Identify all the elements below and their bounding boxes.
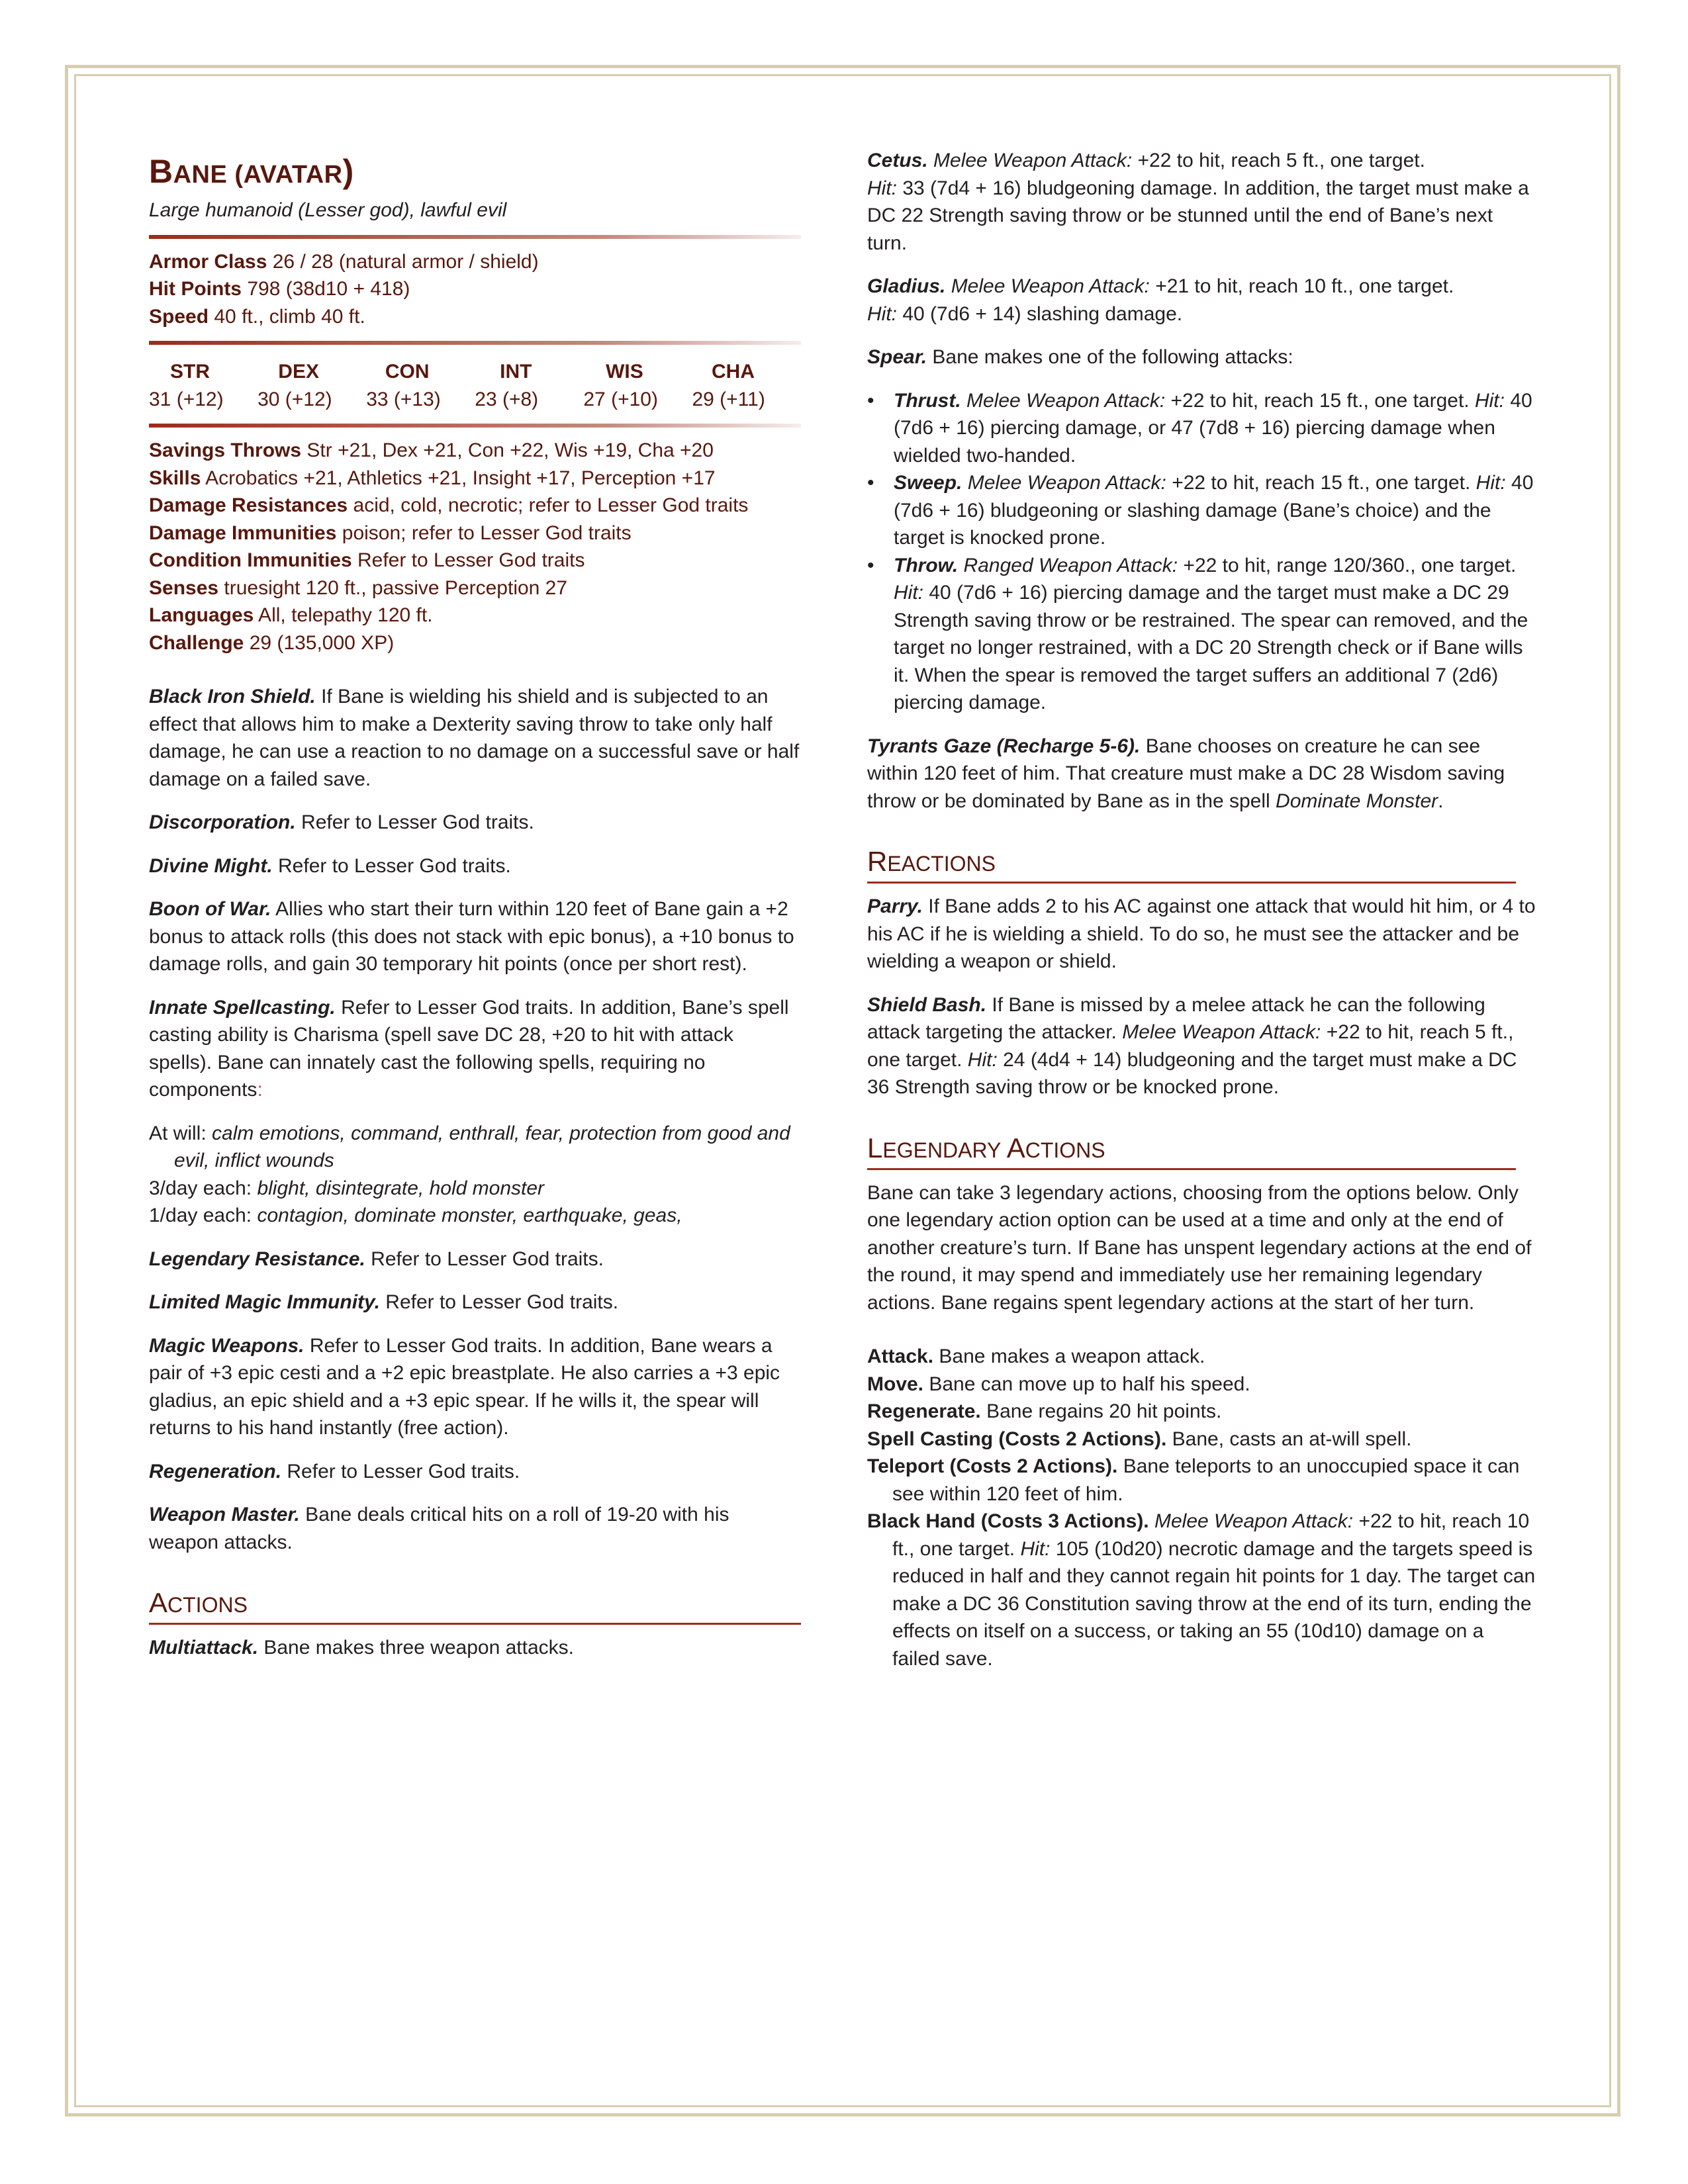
- action-gladius: Gladius. Melee Weapon Attack: +21 to hit, reach 10 ft., one target. Hit: 40 (7d6 + 14) slashing damage.: [867, 275, 1454, 325]
- trait-regeneration: Regeneration. Refer to Lesser God traits.: [149, 1460, 520, 1482]
- condition-immunities: Condition Immunities Refer to Lesser God traits: [149, 549, 585, 571]
- legendary-attack: Attack. Bane makes a weapon attack.: [867, 1345, 1205, 1367]
- ability-str: STR 31 (+12): [149, 361, 224, 410]
- ability-dex: DEX 30 (+12): [258, 361, 332, 410]
- list-item: • Sweep. Melee Weapon Attack: +22 to hit, reach 15 ft., one target. Hit: 40 (7d6 + 16) bludgeoning or slashing damage (Bane’s choice) and the target is knocked prone.: [867, 472, 1534, 549]
- actions-heading: ACTIONS: [149, 1586, 801, 1625]
- divider: [149, 341, 801, 345]
- trait-innate-spellcasting: Innate Spellcasting. Refer to Lesser God traits. In addition, Bane’s spell casting ability is Charisma (spell save DC 28, +20 to hit with attack spells). Bane can innately cast the following spells, requiring no components:: [149, 996, 789, 1101]
- spells-1-day: 1/day each: contagion, dominate monster, earthquake, geas,: [149, 1205, 682, 1226]
- hit-points: Hit Points 798 (38d10 + 418): [149, 278, 410, 300]
- legendary-black-hand: Black Hand (Costs 3 Actions). Melee Weapon Attack: +22 to hit, reach 10 ft., one target. Hit: 105 (10d20) necrotic damage and the targets speed is reduced in half and they cannot regain hit points for 1 day. The target can make a DC 36 Constitution saving throw at the end of its turn, ending the effects on itself on a success, or taking an 55 (10d10) damage on a failed save.: [867, 1510, 1536, 1670]
- legendary-move: Move. Bane can move up to half his speed.: [867, 1373, 1250, 1395]
- trait-legendary-resistance: Legendary Resistance. Refer to Lesser God traits.: [149, 1248, 604, 1270]
- ability-wis: WIS 27 (+10): [583, 361, 658, 410]
- list-item: • Throw. Ranged Weapon Attack: +22 to hit, range 120/360., one target. Hit: 40 (7d6 + 16) piercing damage and the target must make a DC 29 Strength saving throw or be restrained. The spear can removed, and the target no longer restrained, with a DC 20 Strength check or if Bane wills it. When the spear is removed the target suffers an additional 7 (2d6) piercing damage.: [867, 554, 1528, 713]
- legendary-intro: Bane can take 3 legendary actions, choosing from the options below. Only one legendary action option can be used at a time and only at the end of another creature’s turn. If Bane has unspent legendary actions at the end of the round, it may spend and immediately use her remaining legendary actions. Bane regains spent legendary actions at the start of her turn.: [867, 1181, 1532, 1314]
- action-multiattack: Multiattack. Bane makes three weapon attacks.: [149, 1637, 574, 1659]
- action-cetus: Cetus. Melee Weapon Attack: +22 to hit, reach 5 ft., one target. Hit: 33 (7d4 + 16) bludgeoning damage. In addition, the target must make a DC 22 Strength saving throw or be stunned until the end of Bane’s next turn.: [867, 150, 1529, 254]
- left-column: [149, 147, 801, 1678]
- spear-attack-list: [867, 387, 1536, 717]
- right-column: [867, 147, 1536, 1672]
- action-tyrants-gaze: Tyrants Gaze (Recharge 5-6). Bane chooses on creature he can see within 120 feet of him. That creature must make a DC 28 Wisdom saving throw or be dominated by Bane as in the spell Dominate Monster.: [867, 735, 1505, 812]
- armor-class: Armor Class 26 / 28 (natural armor / shield): [149, 250, 539, 273]
- legendary-regenerate: Regenerate. Bane regains 20 hit points.: [867, 1400, 1222, 1422]
- ability-scores: [149, 354, 801, 413]
- senses: Senses truesight 120 ft., passive Perception 27: [149, 576, 568, 599]
- reactions-heading: REACTIONS: [867, 845, 1516, 884]
- divider: [149, 235, 801, 239]
- trait-boon-of-war: Boon of War. Allies who start their turn within 120 feet of Bane gain a +2 bonus to attack rolls (this does not stack with epic bonus), a +10 bonus to damage rolls, and gain 30 temporary hit points (once per short rest).: [149, 898, 794, 975]
- spells-3-day: 3/day each: blight, disintegrate, hold monster: [149, 1177, 545, 1199]
- damage-immunities: Damage Immunities poison; refer to Lesser God traits: [149, 522, 632, 544]
- spells-at-will: At will: calm emotions, command, enthrall, fear, protection from good and evil, inflict wounds: [149, 1122, 790, 1171]
- legendary-spell-casting: Spell Casting (Costs 2 Actions). Bane, casts an at-will spell.: [867, 1428, 1412, 1450]
- action-spear: Spear. Bane makes one of the following attacks:: [867, 346, 1293, 368]
- divider: [149, 424, 801, 428]
- reaction-parry: Parry. If Bane adds 2 to his AC against one attack that would hit him, or 4 to his AC if he is wielding a shield. To do so, he must see the attacker and be wielding a weapon or shield.: [867, 895, 1536, 972]
- languages: Languages All, telepathy 120 ft.: [149, 604, 433, 626]
- ability-cha: CHA 29 (+11): [692, 361, 765, 410]
- skills: Skills Acrobatics +21, Athletics +21, Insight +17, Perception +17: [149, 467, 716, 489]
- speed: Speed 40 ft., climb 40 ft.: [149, 305, 365, 328]
- trait-discorporation: Discorporation. Refer to Lesser God traits.: [149, 811, 534, 833]
- monster-name: BANE (AVATAR): [149, 153, 354, 190]
- trait-limited-magic-immunity: Limited Magic Immunity. Refer to Lesser God traits.: [149, 1291, 619, 1313]
- trait-black-iron-shield: Black Iron Shield. If Bane is wielding his shield and is subjected to an effect that allows him to make a Dexterity saving throw to take only half damage, he can use a reaction to no damage on a successful save or half damage on a failed save.: [149, 686, 800, 790]
- saving-throws: Savings Throws Str +21, Dex +21, Con +22, Wis +19, Cha +20: [149, 439, 714, 461]
- legendary-teleport: Teleport (Costs 2 Actions). Bane teleports to an unoccupied space it can see within 120 feet of him.: [867, 1455, 1520, 1505]
- challenge: Challenge 29 (135,000 XP): [149, 631, 395, 654]
- legendary-actions-heading: LEGENDARY ACTIONS: [867, 1132, 1516, 1170]
- trait-weapon-master: Weapon Master. Bane deals critical hits on a roll of 19-20 with his weapon attacks.: [149, 1504, 729, 1553]
- damage-resistances: Damage Resistances acid, cold, necrotic; refer to Lesser God traits: [149, 494, 749, 516]
- ability-con: CON 33 (+13): [366, 361, 441, 410]
- monster-subtitle: Large humanoid (Lesser god), lawful evil: [149, 199, 507, 221]
- ability-int: INT 23 (+8): [475, 361, 539, 410]
- trait-divine-might: Divine Might. Refer to Lesser God traits.: [149, 854, 511, 877]
- reaction-shield-bash: Shield Bash. If Bane is missed by a melee attack he can the following attack targeting the attacker. Melee Weapon Attack: +22 to hit, reach 5 ft., one target. Hit: 24 (4d4 + 14) bludgeoning and the target must make a DC 36 Strength saving throw or be knocked prone.: [867, 993, 1517, 1098]
- trait-magic-weapons: Magic Weapons. Refer to Lesser God traits. In addition, Bane wears a pair of +3 epic cesti and a +2 epic breastplate. He also carries a +3 epic gladius, an epic shield and a +3 epic spear. If he wills it, the spear will returns to his hand instantly (free action).: [149, 1334, 780, 1439]
- list-item: • Thrust. Melee Weapon Attack: +22 to hit, reach 15 ft., one target. Hit: 40 (7d6 + 16) piercing damage, or 47 (7d8 + 16) piercing damage when wielded two-handed.: [867, 389, 1532, 467]
